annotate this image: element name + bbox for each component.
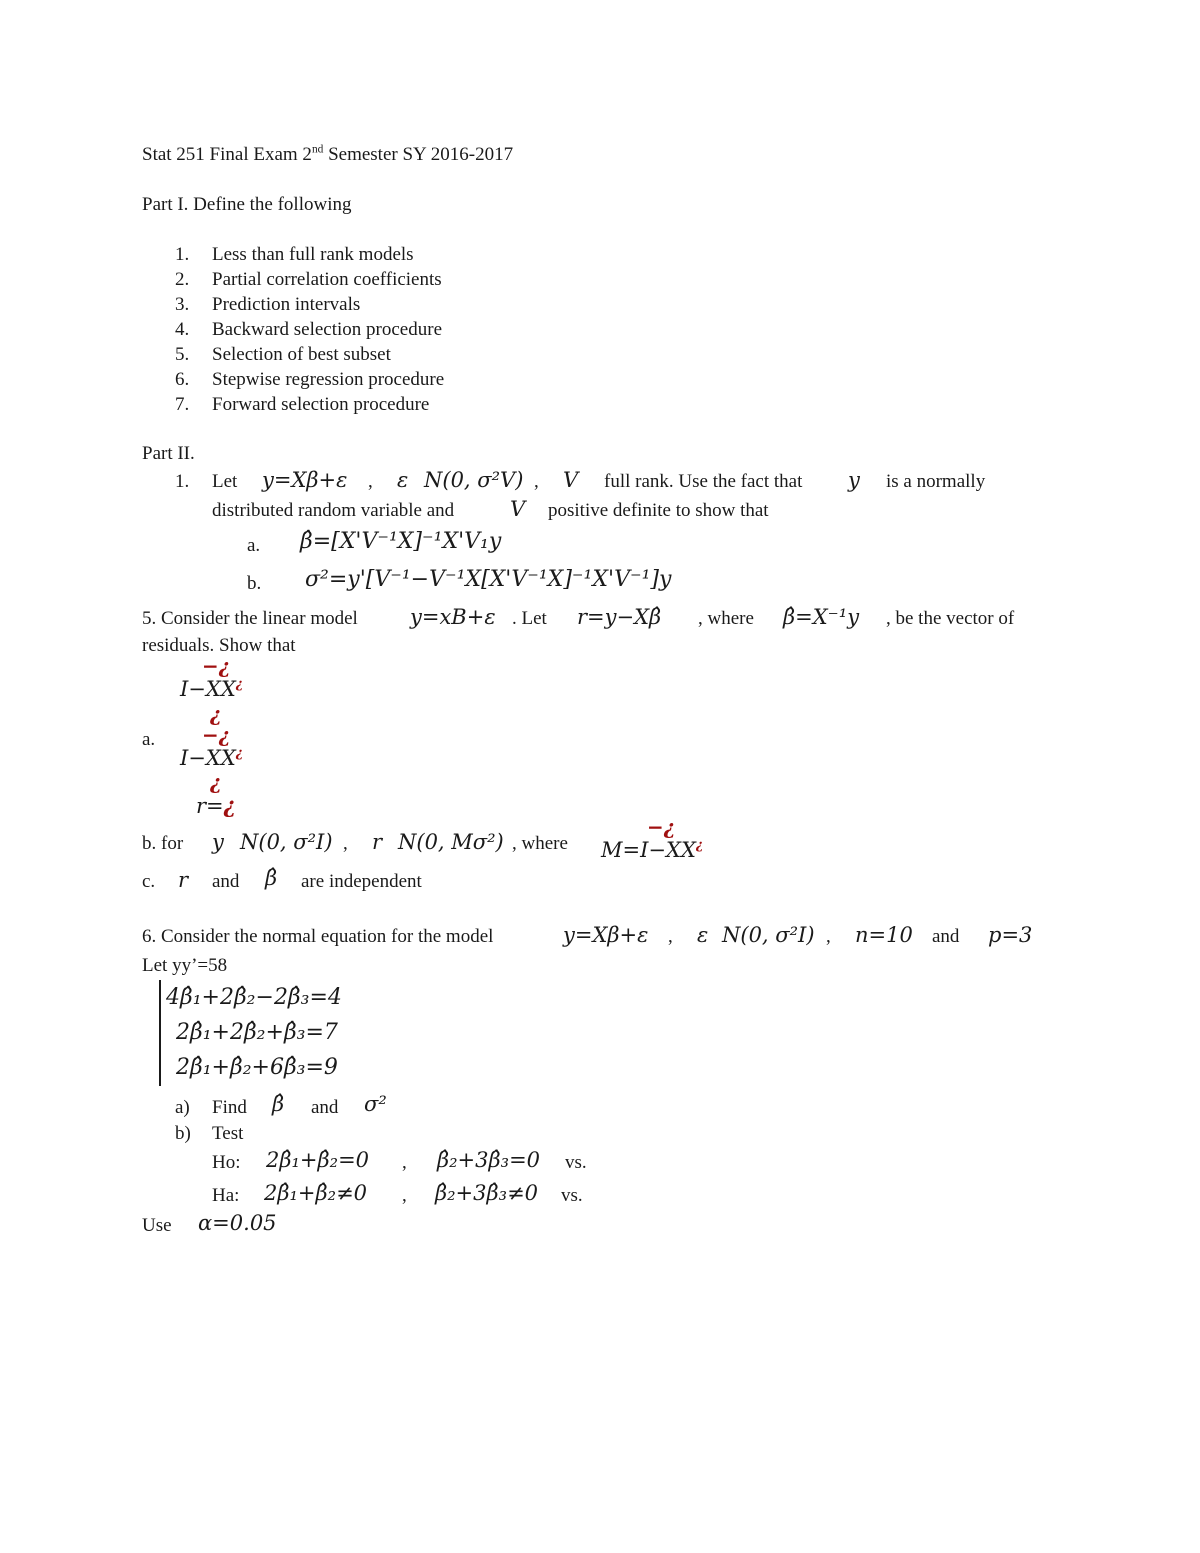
q6-equation-3: 2β̂₁+β̂₂+6β̂₃=9 bbox=[176, 1055, 338, 1080]
list-item-number: 6. bbox=[175, 369, 190, 390]
q5b-where: , where bbox=[512, 833, 568, 854]
q1a-expression: β̂=[X'V⁻¹X]⁻¹X'V₁y bbox=[300, 529, 502, 554]
q6-equation-1: 4β̂₁+2β̂₂−2β̂₃=4 bbox=[166, 985, 342, 1010]
exam-title bbox=[142, 145, 513, 164]
alpha-level: α=0.05 bbox=[198, 1211, 277, 1235]
q6-epsilon: ε bbox=[697, 923, 709, 947]
list-item: Less than full rank models bbox=[212, 244, 414, 265]
q5b-fragment-minus: −¿ bbox=[647, 815, 676, 839]
null-hypothesis-2: β̂₂+3β̂₃=0 bbox=[437, 1148, 541, 1172]
q1-distribution: N(0, σ²V) bbox=[424, 468, 524, 492]
q6a-and: and bbox=[311, 1097, 339, 1118]
q5c-text: are independent bbox=[301, 871, 422, 892]
list-item-number: 3. bbox=[175, 294, 190, 315]
alt-hypothesis-2: β̂₂+3β̂₃≠0 bbox=[435, 1181, 539, 1205]
q5c-r: r bbox=[178, 868, 189, 892]
q5-fragment-r: r=¿ bbox=[196, 793, 236, 818]
q5c-label: c. bbox=[142, 871, 156, 892]
alt-hypothesis-vs: vs. bbox=[561, 1185, 583, 1206]
q5-fragment-ixx-text-2: I−XX bbox=[180, 746, 236, 770]
q5-model: y=xB+ε bbox=[410, 605, 496, 629]
list-item-number: 5. bbox=[175, 344, 190, 365]
list-item-number: 4. bbox=[175, 319, 190, 340]
q1-full-rank-text: full rank. Use the fact that bbox=[604, 471, 803, 492]
q1-posdef-text: positive definite to show that bbox=[548, 500, 769, 521]
q5b-comma: , bbox=[343, 833, 348, 854]
null-hypothesis-vs: vs. bbox=[565, 1152, 587, 1173]
list-item: Prediction intervals bbox=[212, 294, 361, 315]
q5-fragment-sup-2: ¿ bbox=[235, 745, 244, 760]
q1b-expression: σ²=y'[V⁻¹−V⁻¹X[X'V⁻¹X]⁻¹X'V⁻¹]y bbox=[305, 567, 672, 592]
q1-epsilon: ε bbox=[397, 468, 409, 492]
q1-model: y=Xβ+ε bbox=[262, 468, 348, 492]
title-superscript: nd bbox=[311, 143, 324, 156]
q5-fragment-q: ¿ bbox=[210, 702, 222, 726]
q1-normally-text: is a normally bbox=[886, 471, 986, 492]
list-item: Backward selection procedure bbox=[212, 319, 443, 340]
q5-fragment-minus-2: −¿ bbox=[202, 723, 231, 747]
q6-comma: , bbox=[668, 926, 673, 947]
q5-fragment-r-q: ¿ bbox=[223, 793, 236, 818]
q6-p: p=3 bbox=[988, 923, 1033, 947]
q5-fragment-ixx bbox=[180, 676, 244, 701]
list-item: Forward selection procedure bbox=[212, 394, 430, 415]
q5b-for: b. for bbox=[142, 833, 184, 854]
list-item: Selection of best subset bbox=[212, 344, 391, 365]
q5a-label: a. bbox=[142, 729, 156, 750]
q5b-r-distribution: N(0, Mσ²) bbox=[398, 830, 504, 854]
q5-beta-def: β̂=X⁻¹y bbox=[783, 605, 860, 629]
q6b-label: b) bbox=[175, 1123, 191, 1144]
q6-equation-2: 2β̂₁+2β̂₂+β̂₃=7 bbox=[176, 1020, 338, 1045]
q5c-beta: β̂ bbox=[265, 866, 278, 890]
q1-comma-2: , bbox=[534, 471, 539, 492]
q1-v: V bbox=[563, 468, 579, 492]
q5b-r: r bbox=[372, 830, 383, 854]
list-item-number: 7. bbox=[175, 394, 190, 415]
q5-where: , where bbox=[698, 608, 754, 629]
q6-model: y=Xβ+ε bbox=[563, 923, 649, 947]
q6-distribution: N(0, σ²I) bbox=[722, 923, 815, 947]
q5-intro: 5. Consider the linear model bbox=[142, 608, 358, 629]
q6-let: Let yy’=58 bbox=[142, 955, 228, 976]
q5-vector-text: , be the vector of bbox=[886, 608, 1015, 629]
q5-line2: residuals. Show that bbox=[142, 635, 296, 656]
q1-comma: , bbox=[368, 471, 373, 492]
null-hypothesis-comma: , bbox=[402, 1152, 407, 1173]
q5-fragment-sup: ¿ bbox=[235, 676, 244, 691]
q5-fragment-ixx-2 bbox=[180, 745, 244, 770]
list-item-number: 1. bbox=[175, 244, 190, 265]
part2-heading: Part II. bbox=[142, 443, 195, 464]
q5c-and: and bbox=[212, 871, 240, 892]
q6a-find: Find bbox=[212, 1097, 247, 1118]
q1b-label: b. bbox=[247, 573, 262, 594]
alt-hypothesis-comma: , bbox=[402, 1185, 407, 1206]
q6-intro: 6. Consider the normal equation for the model bbox=[142, 926, 494, 947]
q6a-label: a) bbox=[175, 1097, 190, 1118]
q5-fragment-minus: −¿ bbox=[202, 654, 231, 678]
q1a-label: a. bbox=[247, 535, 261, 556]
q5b-m-text: M=I−XX bbox=[601, 838, 696, 862]
q5b-y-distribution: N(0, σ²I) bbox=[240, 830, 333, 854]
q5-fragment-q-2: ¿ bbox=[210, 770, 222, 794]
q1-y: y bbox=[848, 468, 860, 492]
alt-hypothesis-1: 2β̂₁+β̂₂≠0 bbox=[264, 1181, 368, 1205]
q5-residual-def: r=y−Xβ̂ bbox=[577, 605, 662, 629]
q1-number: 1. bbox=[175, 471, 190, 492]
part1-heading: Part I. Define the following bbox=[142, 194, 352, 215]
q6-and: and bbox=[932, 926, 960, 947]
q1-v-2: V bbox=[510, 497, 526, 521]
q5b-y: y bbox=[212, 830, 224, 854]
q6-n: n=10 bbox=[855, 923, 913, 947]
use-label: Use bbox=[142, 1215, 172, 1236]
q5-let: . Let bbox=[512, 608, 547, 629]
title-text-tail: Semester SY 2016-2017 bbox=[323, 144, 514, 165]
title-text: Stat 251 Final Exam 2 bbox=[142, 144, 312, 165]
q6a-sigma: σ² bbox=[364, 1092, 387, 1116]
q5b-m-sup: ¿ bbox=[695, 837, 704, 852]
list-item: Partial correlation coefficients bbox=[212, 269, 442, 290]
q1-let: Let bbox=[212, 471, 238, 492]
q5b-m-definition bbox=[601, 837, 704, 862]
q6b-test: Test bbox=[212, 1123, 244, 1144]
null-hypothesis-label: Ho: bbox=[212, 1152, 241, 1173]
alt-hypothesis-label: Ha: bbox=[212, 1185, 240, 1206]
q6-comma-2: , bbox=[826, 926, 831, 947]
q6a-beta: β̂ bbox=[272, 1092, 285, 1116]
null-hypothesis-1: 2β̂₁+β̂₂=0 bbox=[266, 1148, 370, 1172]
q1-line2: distributed random variable and bbox=[212, 500, 455, 521]
list-item: Stepwise regression procedure bbox=[212, 369, 445, 390]
list-item-number: 2. bbox=[175, 269, 190, 290]
q5-fragment-ixx-text: I−XX bbox=[180, 677, 236, 701]
